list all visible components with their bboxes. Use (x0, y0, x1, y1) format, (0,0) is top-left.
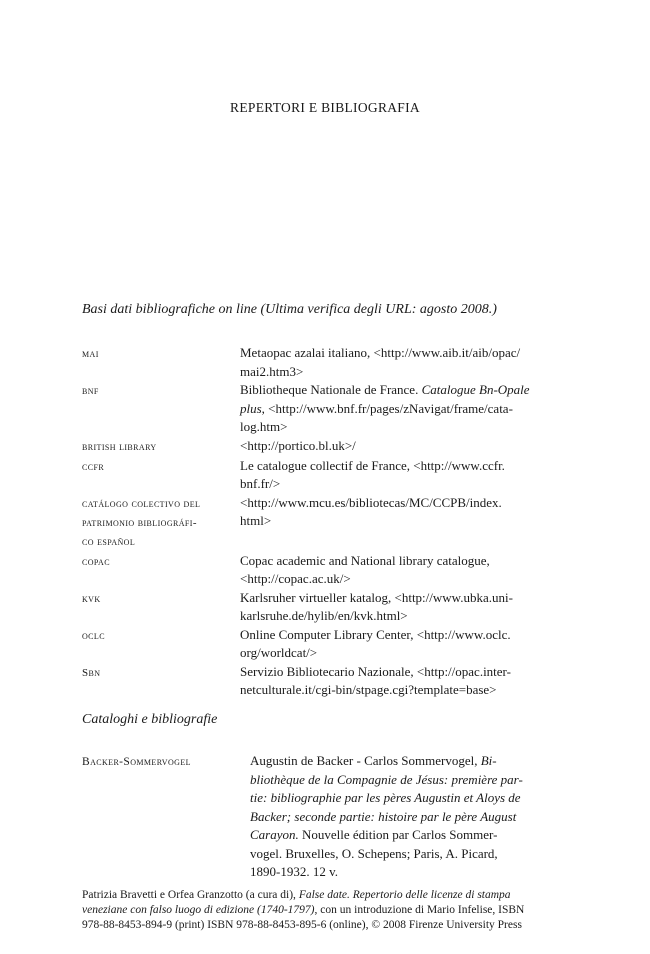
entry-value (240, 626, 558, 663)
entry-line: bliothèque de la Compagnie de Jésus: première par- (250, 771, 523, 787)
entry-key-line: catálogo colectivo del (82, 497, 201, 510)
entry-copac (82, 552, 558, 589)
entry-key: copac (82, 555, 110, 568)
entry-line: Augustin de Backer - Carlos Sommervogel, Bi- (250, 753, 497, 768)
entry-line: Metaopac azalai italiano, <http://www.aib.it/aib/opac/ (240, 345, 521, 360)
entry-line: Carayon. Nouvelle édition par Carlos Sommer- (250, 827, 498, 842)
entry-kvk (82, 589, 558, 626)
section-title-catalogues: Cataloghi e bibliografie (82, 712, 218, 727)
entry-ccpb (82, 494, 558, 552)
entry-key: ccfr (82, 460, 105, 473)
entry-oclc (82, 626, 558, 663)
entry-backer-sommervogel (82, 752, 558, 882)
footer-line: Patrizia Bravetti e Orfea Granzotto (a cura di), False date. Repertorio delle licenze di stampa (82, 889, 511, 901)
entry-line: Backer; seconde partie: histoire par le père August (250, 808, 517, 824)
copyright-footer (82, 888, 562, 933)
entry-line: vogel. Bruxelles, O. Schepens; Paris, A. Picard, (250, 845, 498, 861)
entry-value (240, 457, 558, 494)
entry-line: mai2.htm3> (240, 363, 304, 379)
entry-line: <http://portico.bl.uk>/ (240, 437, 356, 453)
footer-line: veneziane con falso luogo di edizione (1740-1797), con un introduzione di Mario Infelise, ISBN (82, 904, 525, 916)
entry-line: <http://www.mcu.es/bibliotecas/MC/CCPB/index. (240, 494, 502, 510)
entry-sbn (82, 663, 558, 700)
section-title-databases: Basi dati bibliografiche on line (Ultima verifica degli URL: agosto 2008.) (82, 302, 497, 317)
entry-line: tie: bibliographie par les pères Augustin et Aloys de (250, 790, 521, 805)
entry-key: kvk (82, 592, 101, 605)
catalogues-list (82, 752, 558, 882)
entry-key: british library (82, 440, 157, 453)
footer-line: 978-88-8453-894-9 (print) ISBN 978-88-8453-895-6 (online), © 2008 Firenze University Press (82, 919, 522, 931)
entry-value (240, 589, 558, 626)
entry-line: Servizio Bibliotecario Nazionale, <http://opac.inter- (240, 663, 511, 679)
entry-value (240, 494, 558, 552)
entry-line: html> (240, 513, 272, 528)
entry-line: Le catalogue collectif de France, <http://www.ccfr. (240, 457, 505, 473)
entry-line: plus, <http://www.bnf.fr/pages/zNavigat/frame/cata- (240, 400, 513, 416)
entry-line: Bibliotheque Nationale de France. Catalogue Bn-Opale (240, 382, 530, 397)
entry-value (240, 437, 558, 457)
entry-value (240, 552, 558, 589)
entry-bnf (82, 381, 558, 437)
entry-line: Karlsruher virtueller katalog, <http://www.ubka.uni- (240, 589, 513, 605)
entry-value (240, 344, 558, 381)
entry-line: <http://copac.ac.uk/> (240, 571, 351, 586)
entry-key: Sbn (82, 666, 101, 679)
entry-line: org/worldcat/> (240, 645, 318, 660)
entry-line: 1890-1932. 12 v. (250, 864, 338, 879)
entry-british-library (82, 437, 558, 457)
entry-key: bnf (82, 385, 99, 397)
entry-ccfr (82, 457, 558, 494)
entry-line: bnf.fr/> (240, 476, 281, 491)
entry-line: Copac academic and National library catalogue, (240, 552, 490, 568)
entry-line: Online Computer Library Center, <http://www.oclc. (240, 626, 511, 642)
entry-line: karlsruhe.de/hylib/en/kvk.html> (240, 608, 408, 623)
entry-value (240, 381, 558, 437)
entry-mai (82, 344, 558, 381)
entry-key: oclc (82, 629, 105, 642)
running-head: REPERTORI E BIBLIOGRAFIA (230, 100, 420, 115)
entry-line: netculturale.it/cgi-bin/stpage.cgi?template=base> (240, 682, 497, 697)
databases-list (82, 344, 558, 700)
entry-key-line: patrimonio bibliográfi- (82, 516, 197, 529)
entry-value (250, 752, 558, 882)
entry-value (240, 663, 558, 700)
entry-key-line: co español (82, 535, 136, 548)
entry-key: mai (82, 348, 99, 360)
entry-key (82, 494, 240, 552)
entry-key: Backer-Sommervogel (82, 756, 191, 768)
entry-line: log.htm> (240, 419, 288, 434)
